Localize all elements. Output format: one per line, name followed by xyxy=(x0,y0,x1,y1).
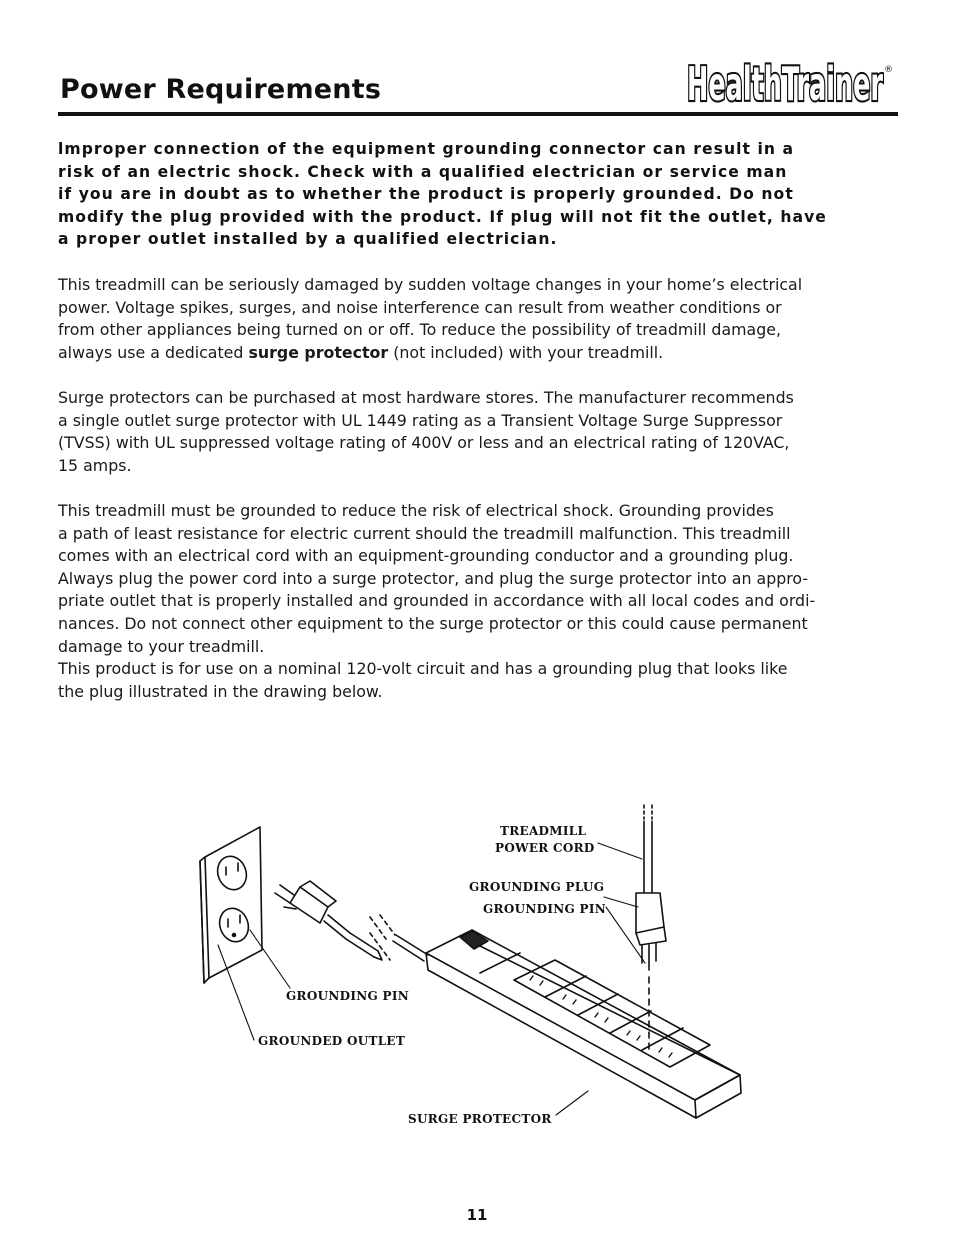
wall-outlet-illustration xyxy=(200,827,262,983)
voltage-damage-paragraph xyxy=(58,274,908,364)
paragraph-line: Surge protectors can be purchased at most hardware stores. The manufacturer recommends xyxy=(58,388,794,407)
paragraph-line: priate outlet that is properly installed and grounded in accordance with all local codes and ordi- xyxy=(58,591,816,611)
label-treadmill: TREADMILL xyxy=(500,824,587,838)
left-plug-illustration xyxy=(275,881,382,960)
line-text: (not included) with your treadmill. xyxy=(388,342,664,362)
warning-line: modify the plug provided with the product. If plug will not fit the outlet, have xyxy=(58,207,827,226)
warning-line: a proper outlet installed by a qualified electrician. xyxy=(58,230,558,249)
surge-protector-emphasis: surge protector xyxy=(248,342,389,362)
paragraph-line xyxy=(58,342,908,365)
warning-line: risk of an electric shock. Check with a qualified electrician or service man xyxy=(58,162,788,181)
warning-line: if you are in doubt as to whether the product is properly grounded. Do not xyxy=(58,185,794,204)
paragraph-line: a path of least resistance for electric current should the treadmill malfunction. This treadmill xyxy=(58,523,791,543)
connection-dashes xyxy=(370,915,395,960)
healthtrainer-logo xyxy=(685,52,897,108)
paragraph-line: from other appliances being turned on or off. To reduce the possibility of treadmill damage, xyxy=(58,320,781,340)
paragraph-line: (TVSS) with UL suppressed voltage rating of 400V or less and an electrical rating of 120VAC, xyxy=(58,433,790,453)
page-title: Power Requirements xyxy=(60,74,382,105)
grounding-paragraph xyxy=(58,500,908,703)
paragraph-line: damage to your treadmill. xyxy=(58,636,265,656)
paragraph-line: This treadmill can be seriously damaged by sudden voltage changes in your home’s electrical xyxy=(58,275,803,294)
page-number: 11 xyxy=(466,1206,488,1224)
warning-line: lmproper connection of the equipment grounding connector can result in a xyxy=(58,140,795,158)
surge-protector-paragraph xyxy=(58,387,908,477)
header-rule xyxy=(58,112,898,116)
grounding-diagram xyxy=(190,795,760,1155)
svg-text:®: ® xyxy=(884,65,893,75)
label-surge-protector: SURGE PROTECTOR xyxy=(408,1112,552,1126)
label-grounding-pin-right: GROUNDING PIN xyxy=(483,902,607,916)
paragraph-line: This product is for use on a nominal 120-volt circuit and has a grounding plug that looks like xyxy=(58,659,788,679)
surge-protector-illustration xyxy=(426,930,741,1118)
paragraph-line: a single outlet surge protector with UL 1449 rating as a Transient Voltage Surge Suppressor xyxy=(58,410,783,430)
label-grounded-outlet: GROUNDED OUTLET xyxy=(258,1034,406,1048)
line-text: always use a dedicated xyxy=(58,342,249,362)
paragraph-line: nances. Do not connect other equipment to the surge protector or this could cause permanent xyxy=(58,613,808,633)
paragraph-line: Always plug the power cord into a surge protector, and plug the surge protector into an appro- xyxy=(58,568,809,588)
label-power-cord: POWER CORD xyxy=(495,841,595,855)
paragraph-line: the plug illustrated in the drawing below. xyxy=(58,681,383,701)
paragraph-line: 15 amps. xyxy=(58,455,132,475)
svg-text:HealthTrainer: HealthTrainer xyxy=(687,57,884,108)
paragraph-line: This treadmill must be grounded to reduce the risk of electrical shock. Grounding provides xyxy=(58,501,774,520)
label-grounding-plug: GROUNDING PLUG xyxy=(469,880,605,894)
page-header xyxy=(58,50,898,116)
paragraph-line: comes with an electrical cord with an equipment-grounding conductor and a grounding plug. xyxy=(58,546,794,566)
label-grounding-pin-left: GROUNDING PIN xyxy=(286,989,410,1003)
paragraph-line: power. Voltage spikes, surges, and noise interference can result from weather conditions or xyxy=(58,297,782,317)
warning-paragraph xyxy=(58,138,908,251)
